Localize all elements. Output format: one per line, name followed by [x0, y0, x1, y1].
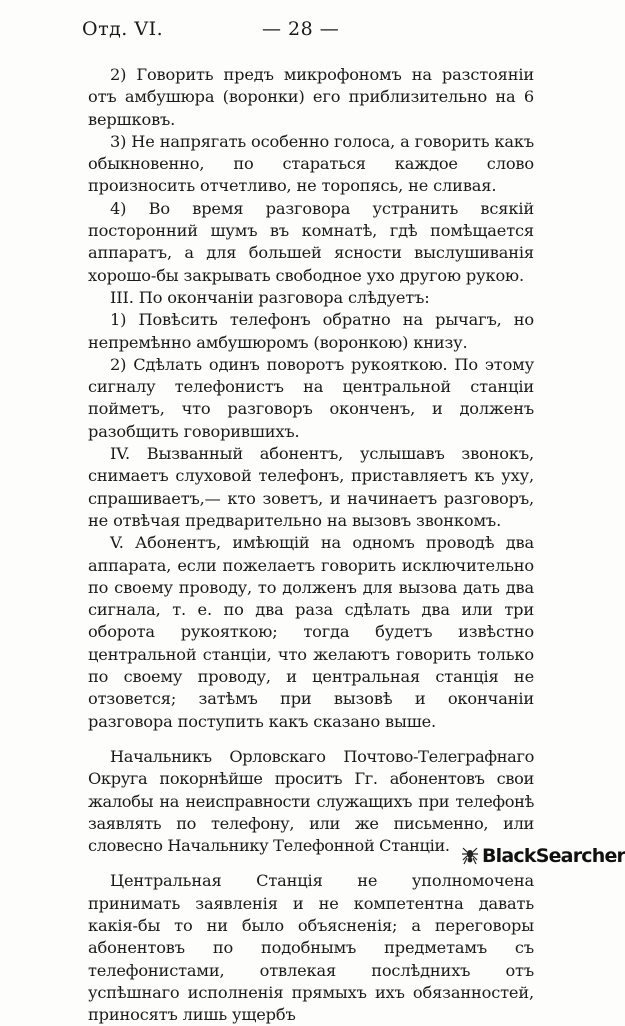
spider-icon [462, 845, 478, 867]
paragraph-chief-notice: Начальникъ Орловскаго Почтово-Телеграфнаго Округа покорнѣйше проситъ Гг. абонентовъ свои жалобы на неисправности служащихъ при телефонѣ заявлять по телефону, или же письменно, или словесно Начальнику Телефонной Станцiи. [88, 746, 534, 856]
page-header [82, 18, 540, 46]
paragraph-central-station: Центральная Станцiя не уполномочена принимать заявленiя и не компетентна давать какiя-бы то ни было объясненiя; а переговоры абонентовъ по подобнымъ предметамъ съ телефонистами, отвлекая послѣднихъ отъ успѣшнаго исполненiя прямыхъ ихъ обязанностей, приносятъ лишь ущербъ [88, 871, 534, 1025]
paragraph-item-4: 4) Во время разговора устранить всякiй посторонний шумъ въ комнатѣ, гдѣ помѣщается аппаратъ, а для большей ясности выслушиванiя хорошо-бы закрывать свободное ухо другою рукою. [88, 198, 534, 285]
paragraph-item-2: 2) Говорить предъ микрофономъ на разстоянiи отъ амбушюра (воронки) его приблизительно на 6 вершковъ. [88, 65, 534, 129]
paragraph-section-v: V. Абонентъ, имѣющiй на одномъ проводѣ два аппарата, если пожелаетъ говорить исключительно по своему проводу, то долженъ для вызова дать два сигнала, т. е. по два раза сдѣлать два или три оборота рукояткою; тогда будетъ извѣстно центральной станцiи, что желаютъ говорить только по своему проводу, и центральная станцiя не отзовется; затѣмъ при вызовѣ и окончанiи разговора поступить какъ сказано выше. [88, 533, 534, 731]
paragraph-iii-item-1: 1) Повѣсить телефонъ обратно на рычагъ, но непремѣнно амбушюромъ (воронкою) книзу. [88, 310, 534, 352]
watermark-text: BlackSearcher [482, 844, 625, 867]
paragraph-section-iv: IV. Вызванный абонентъ, услышавъ звонокъ, снимаетъ слуховой телефонъ, приставляетъ къ уху, спрашиваетъ,— кто зоветъ, и начинаетъ разговоръ, не отвѣчая предварительно на вызовъ звонкомъ. [88, 444, 534, 530]
body-text [88, 64, 534, 1026]
paragraph-iii-item-2: 2) Сдѣлать одинъ поворотъ рукояткою. По этому сигналу телефонистъ на центральной станцiи пойметъ, что разговоръ оконченъ, и долженъ разобщить говорившихъ. [88, 354, 534, 441]
watermark [462, 841, 625, 870]
page-number: — 28 — [262, 18, 340, 40]
paragraph-section-iii: III. По окончанiи разговора слѣдуетъ: [110, 287, 430, 307]
paragraph-item-3: 3) Не напрягать особенно голоса, а говорить какъ обыкновенно, по стараться каждое слово произносить отчетливо, не торопясь, не сливая. [88, 131, 534, 196]
section-label: Отд. VI. [82, 18, 164, 40]
